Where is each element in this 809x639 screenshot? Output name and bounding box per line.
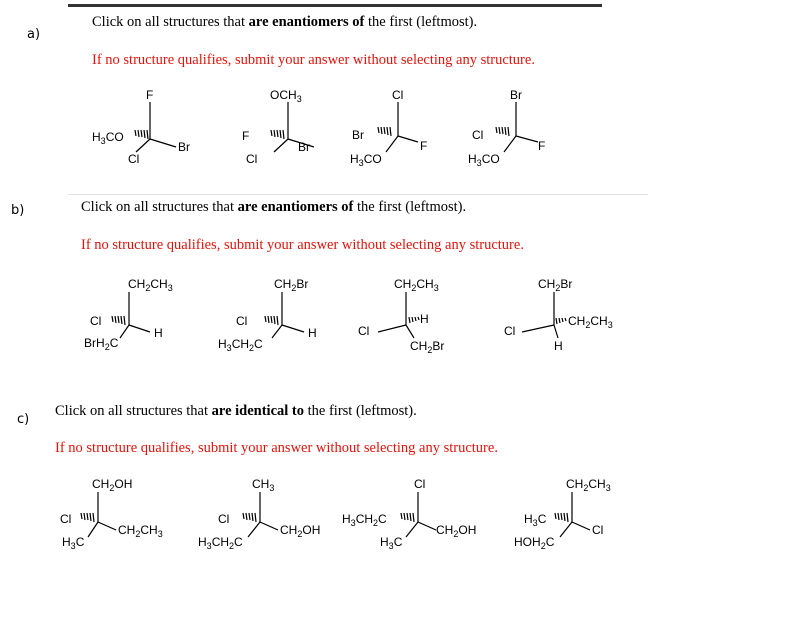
substituent-hash: $H_3CH_2C$	[342, 512, 387, 528]
substituent-hash: Cl	[218, 512, 230, 526]
molecule-b1[interactable]	[80, 270, 190, 356]
top-rule	[68, 4, 602, 7]
substituent-bottom: $H_3CO$	[350, 152, 382, 168]
substituent-bottom: $HOH_2C$	[514, 535, 555, 551]
molecule-c4[interactable]	[510, 472, 630, 558]
substituent-top: $CH_2OH$	[92, 477, 133, 493]
substituent-hash: H	[420, 312, 429, 326]
substituent-hash: $H_3CO$	[92, 130, 124, 146]
part-b-instruction: Click on all structures that are enantiomers of the first (leftmost).	[81, 199, 467, 215]
part-c-note: If no structure qualifies, submit your answer without selecting any structure.	[55, 440, 498, 456]
part-c-instruction: Click on all structures that are identical to the first (leftmost).	[55, 403, 417, 419]
molecule-a4[interactable]	[462, 84, 572, 170]
substituent-wedge: Br	[298, 140, 310, 154]
substituent-bottom: $H_3C$	[380, 535, 403, 551]
substituent-left: Cl	[504, 324, 516, 338]
substituent-top: F	[146, 88, 154, 102]
substituent-bottom: Cl	[128, 152, 140, 166]
molecule-a2[interactable]	[226, 84, 336, 170]
substituent-wedge: $CH_2OH$	[280, 523, 321, 539]
molecule-b2[interactable]	[212, 270, 332, 356]
substituent-bottom: $H_3CH_2C$	[218, 337, 263, 353]
molecule-c3[interactable]	[340, 472, 500, 558]
substituent-wedge: Br	[178, 140, 190, 154]
divider-a-b	[68, 194, 648, 195]
part-b-note: If no structure qualifies, submit your answer without selecting any structure.	[81, 237, 524, 253]
substituent-hash: Cl	[60, 512, 72, 526]
substituent-wedge: $CH_2OH$	[436, 523, 477, 539]
molecule-b4[interactable]	[498, 270, 628, 356]
substituent-hash: Cl	[472, 128, 484, 142]
substituent-top: $CH_2CH_3$	[394, 277, 439, 293]
molecule-a1[interactable]	[88, 84, 198, 170]
substituent-bottom: H	[554, 339, 563, 353]
substituent-bottom: $H_3CO$	[468, 152, 500, 168]
substituent-hash: $H_3C$	[524, 512, 547, 528]
molecule-b3[interactable]	[352, 270, 462, 356]
substituent-top: Cl	[392, 88, 404, 102]
substituent-hash: F	[242, 129, 250, 143]
substituent-hash: Cl	[90, 314, 102, 328]
substituent-bottom: Cl	[246, 152, 258, 166]
part-b-label: b)	[11, 203, 25, 218]
substituent-bottom: $CH_2Br$	[410, 339, 445, 355]
substituent-wedge: $CH_2CH_3$	[118, 523, 163, 539]
substituent-wedge: H	[308, 326, 317, 340]
substituent-hash: $CH_2CH_3$	[568, 314, 613, 330]
substituent-top: $CH_2Br$	[274, 277, 309, 293]
molecule-a3[interactable]	[346, 84, 456, 170]
substituent-top: Br	[510, 88, 522, 102]
substituent-wedge: Cl	[592, 523, 604, 537]
substituent-bottom: BrH$_2$C	[84, 336, 119, 352]
substituent-bottom: $H_3CH_2C$	[198, 535, 243, 551]
substituent-bottom: $H_3C$	[62, 535, 85, 551]
substituent-top: $OCH_3$	[270, 88, 302, 104]
part-a-label: a)	[27, 27, 41, 42]
part-c-label: c)	[17, 412, 30, 427]
part-a-instruction: Click on all structures that are enantiomers of the first (leftmost).	[92, 14, 478, 30]
molecule-c1[interactable]	[56, 472, 176, 558]
substituent-top: $CH_2CH_3$	[566, 477, 611, 493]
part-a-note: If no structure qualifies, submit your answer without selecting any structure.	[92, 52, 535, 68]
substituent-left: Cl	[358, 324, 370, 338]
substituent-wedge: F	[538, 139, 546, 153]
molecule-c2[interactable]	[196, 472, 336, 558]
substituent-top: $CH_3$	[252, 477, 275, 493]
substituent-top: Cl	[414, 477, 426, 491]
substituent-top: $CH_2CH_3$	[128, 277, 173, 293]
substituent-hash: Br	[352, 128, 364, 142]
substituent-top: $CH_2Br$	[538, 277, 573, 293]
substituent-wedge: F	[420, 139, 428, 153]
substituent-wedge: H	[154, 326, 163, 340]
substituent-hash: Cl	[236, 314, 248, 328]
